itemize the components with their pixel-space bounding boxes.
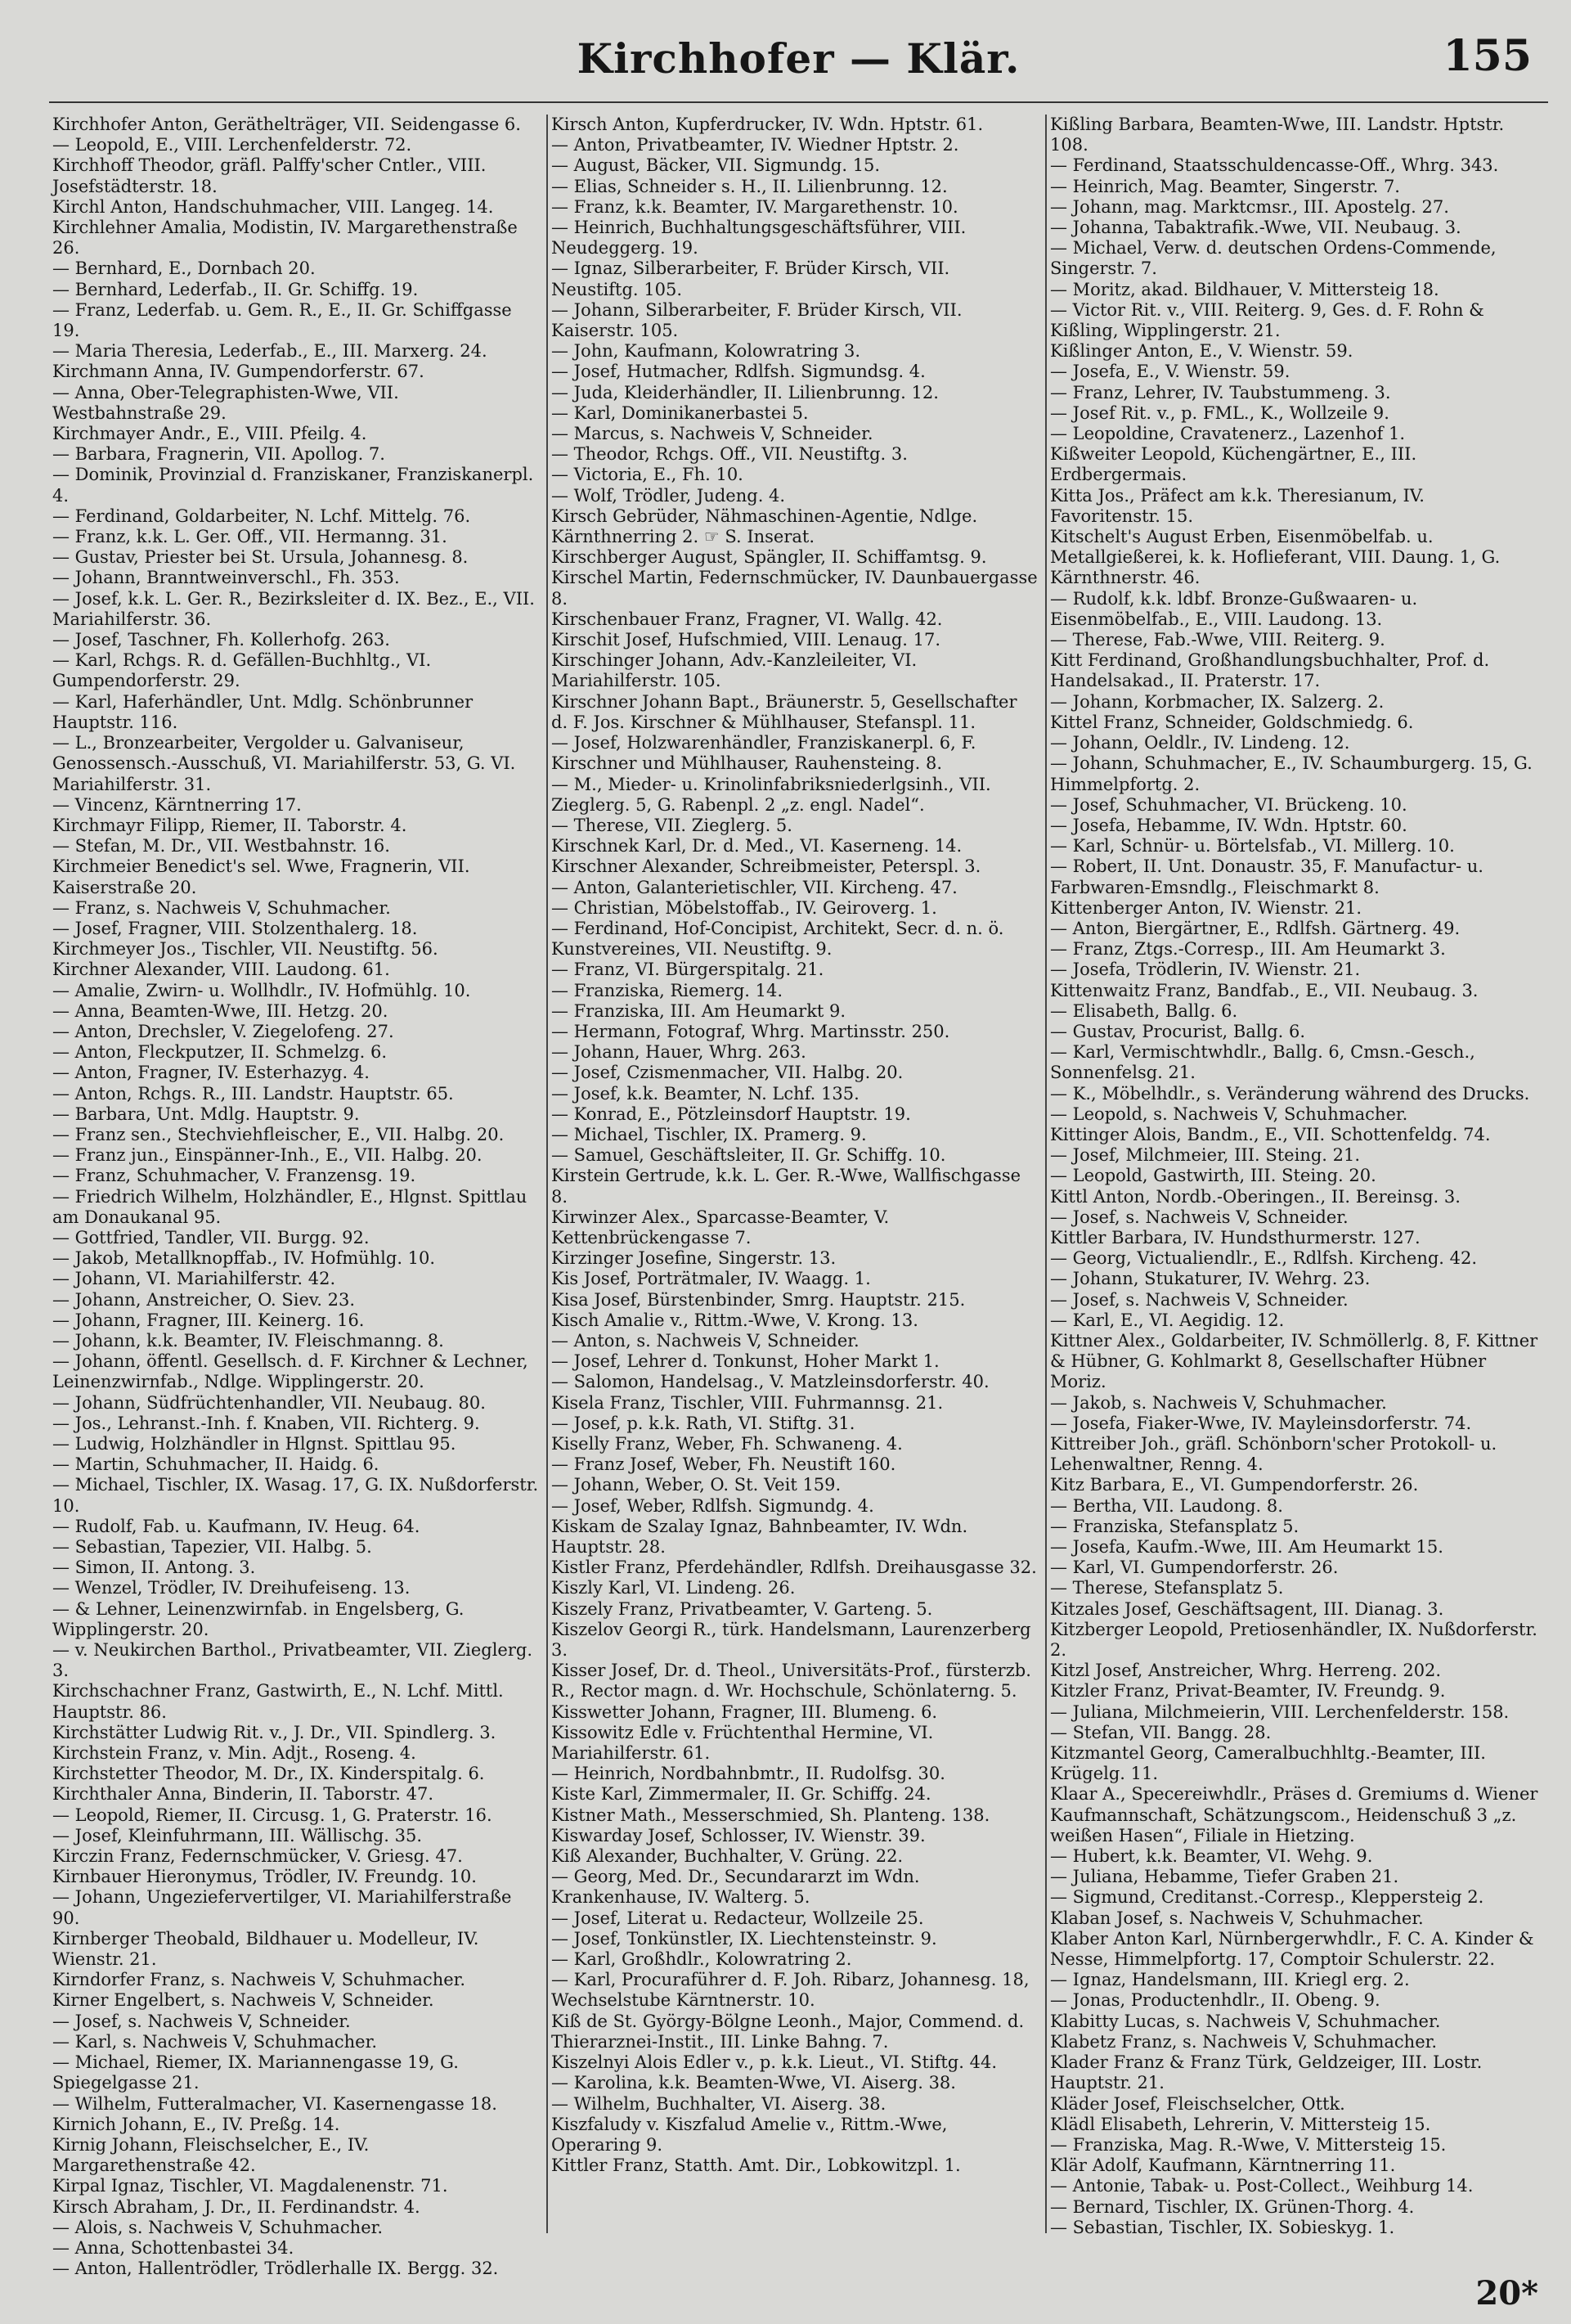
- directory-entry: — Samuel, Geschäftsleiter, II. Gr. Schiffg. 10.: [551, 1145, 946, 1166]
- directory-entry: Kittreiber Joh., gräfl. Schönborn'scher Protokoll- u. Lehenwaltner, Renng. 4.: [1050, 1434, 1497, 1475]
- directory-entry: — Therese, VII. Zieglerg. 5.: [551, 815, 792, 835]
- directory-entry: — Josef, Taschner, Fh. Kollerhofg. 263.: [52, 630, 390, 650]
- directory-entry: — Moritz, akad. Bildhauer, V. Mittersteig 18.: [1050, 279, 1439, 299]
- directory-entry: — Josef, Schuhmacher, VI. Brückeng. 10.: [1050, 794, 1407, 815]
- directory-entry: — Wilhelm, Buchhalter, VI. Aiserg. 38.: [551, 2093, 886, 2114]
- directory-entry: — Michael, Tischler, IX. Wasag. 17, G. IX. Nußdorferstr. 10.: [52, 1475, 539, 1516]
- directory-entry: — Franz, k.k. Beamter, IV. Margarethenstr. 10.: [551, 196, 958, 217]
- directory-entry: Klär Adolf, Kaufmann, Kärntnerring 11.: [1050, 2155, 1396, 2176]
- directory-entry: Klabitty Lucas, s. Nachweis V, Schuhmacher.: [1050, 2011, 1441, 2031]
- directory-entry: — Johann, Korbmacher, IX. Salzerg. 2.: [1050, 691, 1385, 712]
- directory-entry: — Therese, Fab.-Wwe, VIII. Reiterg. 9.: [1050, 630, 1385, 650]
- directory-entry: Kirschinger Johann, Adv.-Kanzleileiter, VI. Mariahilferstr. 105.: [551, 650, 918, 691]
- printer-signature: 20*: [1475, 2274, 1538, 2313]
- directory-entry: Kitt Ferdinand, Großhandlungsbuchhalter, Prof. d. Handelsakad., II. Praterstr. 17.: [1050, 650, 1490, 691]
- directory-entry: — Josef, Literat u. Redacteur, Wollzeile 25.: [551, 1908, 924, 1928]
- directory-entry: — Karl, Procuraführer d. F. Joh. Ribarz, Johannesg. 18, Wechselstube Kärntnerstr. 10.: [551, 1970, 1030, 2011]
- directory-entry: — Stefan, VII. Bangg. 28.: [1050, 1722, 1272, 1742]
- directory-entry: — Bernard, Tischler, IX. Grünen-Thorg. 4.: [1050, 2196, 1415, 2217]
- directory-entry: — August, Bäcker, VII. Sigmundg. 15.: [551, 155, 881, 176]
- directory-entry: — Ferdinand, Hof-Concipist, Architekt, Secr. d. n. ö. Kunstvereines, VII. Neustiftg. 9.: [551, 918, 1004, 960]
- directory-entry: — Gustav, Procurist, Ballg. 6.: [1050, 1021, 1306, 1041]
- directory-entry: — Josefa, Kaufm.-Wwe, III. Am Heumarkt 15.: [1050, 1537, 1443, 1558]
- directory-entry: — Johann, Stukaturer, IV. Wehrg. 23.: [1050, 1269, 1371, 1289]
- directory-entry: — Leopold, E., VIII. Lerchenfelderstr. 72.: [52, 135, 412, 155]
- directory-entry: — Sebastian, Tischler, IX. Sobieskyg. 1.: [1050, 2217, 1395, 2237]
- directory-entry: — Heinrich, Buchhaltungsgeschäftsführer, VIII. Neudeggerg. 19.: [551, 218, 967, 258]
- directory-entry: Kiselly Franz, Weber, Fh. Schwaneng. 4.: [551, 1434, 903, 1454]
- directory-entry: — Franz, Ztgs.-Corresp., III. Am Heumarkt 3.: [1050, 939, 1446, 960]
- directory-entry: — Victoria, E., Fh. 10.: [551, 465, 743, 485]
- directory-entry: — Elisabeth, Ballg. 6.: [1050, 1000, 1238, 1021]
- directory-entry: — Heinrich, Nordbahnbmtr., II. Rudolfsg. 30.: [551, 1764, 945, 1784]
- directory-entry: Kirchmeier Benedict's sel. Wwe, Fragnerin, VII. Kaiserstraße 20.: [52, 856, 470, 897]
- directory-entry: — Johann, VI. Mariahilferstr. 42.: [52, 1269, 336, 1289]
- directory-entry: — Amalie, Zwirn- u. Wollhdlr., IV. Hofmühlg. 10.: [52, 980, 471, 1000]
- directory-entry: Kittler Barbara, IV. Hundsthurmerstr. 127.: [1050, 1227, 1421, 1247]
- directory-entry: Klaar A., Specereiwhdlr., Präses d. Gremiums d. Wiener Kaufmannschaft, Schätzungscom., Heidenschuß 3 „z. weißen Hasen“, Filiale in Hietzing.: [1050, 1784, 1538, 1845]
- directory-entry: Kirchmann Anna, IV. Gumpendorferstr. 67.: [52, 362, 424, 382]
- directory-entry: — Josefa, E., V. Wienstr. 59.: [1050, 362, 1290, 382]
- directory-entry: Kisela Franz, Tischler, VIII. Fuhrmannsg. 21.: [551, 1392, 944, 1413]
- directory-entry: Kiszelov Georgi R., türk. Handelsmann, Laurenzerberg 3.: [551, 1619, 1031, 1661]
- directory-entry: — Martin, Schuhmacher, II. Haidg. 6.: [52, 1454, 379, 1475]
- directory-entry: Kirnich Johann, E., IV. Preßg. 14.: [52, 2114, 340, 2134]
- directory-entry: — Johann, Silberarbeiter, F. Brüder Kirsch, VII. Kaiserstr. 105.: [551, 299, 963, 341]
- directory-entry: Kittner Alex., Goldarbeiter, IV. Schmöllerlg. 8, F. Kittner & Hübner, G. Kohlmarkt 8, Gesellschafter Hübner Moriz.: [1050, 1330, 1538, 1392]
- directory-entry: — Franziska, III. Am Heumarkt 9.: [551, 1000, 846, 1021]
- directory-entry: Kisser Josef, Dr. d. Theol., Universitäts-Prof., fürsterzb. R., Rector magn. d. Wr. Hochschule, Schönlaterng. 5.: [551, 1661, 1031, 1701]
- directory-entry: — Johann, Oeldlr., IV. Lindeng. 12.: [1050, 733, 1350, 753]
- directory-entry: — Theodor, Rchgs. Off., VII. Neustiftg. 3.: [551, 444, 908, 465]
- directory-entry: — Christian, Möbelstoffab., IV. Geiroverg. 1.: [551, 897, 937, 918]
- directory-entry: — Karl, Vermischtwhdlr., Ballg. 6, Cmsn.-Gesch., Sonnenfelsg. 21.: [1050, 1042, 1475, 1083]
- directory-entry: — Josef, Hutmacher, Rdlfsh. Sigmundsg. 4.: [551, 362, 926, 382]
- directory-entry: Kissowitz Edle v. Früchtenthal Hermine, VI. Mariahilferstr. 61.: [551, 1722, 934, 1764]
- page-header: [49, 20, 1548, 103]
- directory-entry: Kirchschachner Franz, Gastwirth, E., N. Lchf. Mittl. Hauptstr. 86.: [52, 1681, 504, 1722]
- column-middle: [548, 115, 1047, 2233]
- directory-entry: — Rudolf, k.k. ldbf. Bronze-Gußwaaren- u. Eisenmöbelfab., E., VIII. Laudong. 13.: [1050, 588, 1418, 629]
- directory-entry: — Josefa, Fiaker-Wwe, IV. Mayleinsdorferstr. 74.: [1050, 1413, 1472, 1433]
- directory-entry: — Stefan, M. Dr., VII. Westbahnstr. 16.: [52, 836, 390, 856]
- directory-entry: — Hermann, Fotograf, Whrg. Martinsstr. 250.: [551, 1021, 950, 1041]
- directory-entry: Kißlinger Anton, E., V. Wienstr. 59.: [1050, 341, 1353, 362]
- directory-entry: — Anton, Privatbeamter, IV. Wiedner Hptstr. 2.: [551, 135, 959, 155]
- directory-entry: — Karl, Schnür- u. Börtelsfab., VI. Millerg. 10.: [1050, 836, 1455, 856]
- directory-entry: — Karl, E., VI. Aegidig. 12.: [1050, 1310, 1285, 1330]
- directory-entry: — Juliana, Hebamme, Tiefer Graben 21.: [1050, 1867, 1399, 1887]
- directory-entry: — Victor Rit. v., VIII. Reiterg. 9, Ges. d. F. Rohn & Kißling, Wipplingerstr. 21.: [1050, 299, 1484, 341]
- directory-entry: — Ignaz, Handelsmann, III. Kriegl erg. 2.: [1050, 1970, 1410, 1990]
- directory-entry: — Franz sen., Stechviehfleischer, E., VII. Halbg. 20.: [52, 1124, 505, 1144]
- directory-entry: — Wenzel, Trödler, IV. Dreihufeiseng. 13.: [52, 1578, 411, 1598]
- directory-entry: — Josef, Tonkünstler, IX. Liechtensteinstr. 9.: [551, 1928, 937, 1949]
- directory-entry: — Franz, Schuhmacher, V. Franzensg. 19.: [52, 1166, 416, 1186]
- directory-entry: — Wolf, Trödler, Judeng. 4.: [551, 485, 786, 506]
- directory-entry: Kirschel Martin, Federnschmücker, IV. Daunbauergasse 8.: [551, 568, 1038, 609]
- directory-entry: — v. Neukirchen Barthol., Privatbeamter, VII. Zieglerg. 3.: [52, 1640, 533, 1681]
- directory-entry: Kirsch Gebrüder, Nähmaschinen-Agentie, Ndlge. Kärnthnerring 2. ☞ S. Inserat.: [551, 506, 978, 547]
- directory-entry: Kitzler Franz, Privat-Beamter, IV. Freundg. 9.: [1050, 1681, 1446, 1701]
- directory-entry: — Johann, Ungeziefervertilger, VI. Mariahilferstraße 90.: [52, 1887, 512, 1928]
- directory-entry: Kittl Anton, Nordb.-Oberingen., II. Bereinsg. 3.: [1050, 1186, 1461, 1207]
- directory-entry: Klader Franz & Franz Türk, Geldzeiger, III. Lostr. Hauptstr. 21.: [1050, 2052, 1483, 2093]
- directory-entry: Kisch Amalie v., Rittm.-Wwe, V. Krong. 13.: [551, 1310, 918, 1330]
- directory-entry: Kirchstein Franz, v. Min. Adjt., Roseng. 4.: [52, 1743, 416, 1764]
- directory-entry: — Jos., Lehranst.-Inh. f. Knaben, VII. Richterg. 9.: [52, 1413, 480, 1433]
- directory-entry: Kiß de St. György-Bölgne Leonh., Major, Commend. d. Thierarznei-Instit., III. Linke Bahng. 7.: [551, 2011, 1025, 2052]
- directory-entry: — Franz, s. Nachweis V, Schuhmacher.: [52, 897, 391, 918]
- directory-entry: — Franz, Lehrer, IV. Taubstummeng. 3.: [1050, 382, 1391, 402]
- directory-entry: — Johann, Anstreicher, O. Siev. 23.: [52, 1289, 356, 1310]
- directory-entry: — Josef, p. k.k. Rath, VI. Stiftg. 31.: [551, 1413, 855, 1433]
- directory-entry: — Anna, Schottenbastei 34.: [52, 2237, 294, 2258]
- directory-entry: Kirchmeyer Jos., Tischler, VII. Neustiftg. 56.: [52, 939, 438, 960]
- directory-entry: — Gottfried, Tandler, VII. Burgg. 92.: [52, 1227, 370, 1247]
- directory-entry: — Anton, s. Nachweis V, Schneider.: [551, 1330, 860, 1351]
- directory-entry: — Wilhelm, Futteralmacher, VI. Kasernengasse 18.: [52, 2093, 497, 2114]
- directory-entry: — Ignaz, Silberarbeiter, F. Brüder Kirsch, VII. Neustiftg. 105.: [551, 258, 950, 299]
- page-number: 155: [1443, 31, 1532, 81]
- directory-entry: — Josef Rit. v., p. FML., K., Wollzeile 9.: [1050, 402, 1389, 423]
- directory-entry: Kißling Barbara, Beamten-Wwe, III. Landstr. Hptstr. 108.: [1050, 115, 1505, 155]
- directory-entry: — Leopold, Gastwirth, III. Steing. 20.: [1050, 1166, 1376, 1186]
- directory-entry: Kirchlehner Amalia, Modistin, IV. Margarethenstraße 26.: [52, 218, 518, 258]
- directory-entry: — Karl, Dominikanerbastei 5.: [551, 402, 809, 423]
- directory-entry: — Juliana, Milchmeierin, VIII. Lerchenfelderstr. 158.: [1050, 1701, 1510, 1722]
- directory-entry: — Johann, Hauer, Whrg. 263.: [551, 1042, 806, 1063]
- directory-entry: Kiste Karl, Zimmermaler, II. Gr. Schiffg. 24.: [551, 1784, 931, 1805]
- directory-entry: Kirchhofer Anton, Geräthelträger, VII. Seidengasse 6.: [52, 115, 521, 134]
- directory-entry: Kittinger Alois, Bandm., E., VII. Schottenfeldg. 74.: [1050, 1124, 1491, 1144]
- directory-entry: — Simon, II. Antong. 3.: [52, 1558, 256, 1578]
- directory-entry: Kirchhoff Theodor, gräfl. Palffy'scher Cntler., VIII. Josefstädterstr. 18.: [52, 155, 487, 196]
- directory-entry: — Georg, Med. Dr., Secundararzt im Wdn. Krankenhause, IV. Walterg. 5.: [551, 1867, 920, 1908]
- directory-entry: — Ferdinand, Staatsschuldencasse-Off., Whrg. 343.: [1050, 155, 1499, 176]
- directory-entry: — Josef, s. Nachweis V, Schneider.: [1050, 1207, 1349, 1227]
- directory-entry: Kirschnek Karl, Dr. d. Med., VI. Kaserneng. 14.: [551, 836, 963, 856]
- directory-entry: — Anton, Hallentrödler, Trödlerhalle IX. Bergg. 32.: [52, 2259, 499, 2279]
- column-right: [1047, 115, 1546, 2237]
- directory-entry: — Johanna, Tabaktrafik.-Wwe, VII. Neubaug. 3.: [1050, 218, 1461, 238]
- directory-entry: — Josef, Weber, Rdlfsh. Sigmundg. 4.: [551, 1495, 874, 1516]
- directory-entry: Kirschit Josef, Hufschmied, VIII. Lenaug. 17.: [551, 630, 941, 650]
- directory-entry: Kitzl Josef, Anstreicher, Whrg. Herreng. 202.: [1050, 1661, 1442, 1681]
- directory-entry: — Elias, Schneider s. H., II. Lilienbrunng. 12.: [551, 176, 948, 196]
- directory-entry: Kirnbauer Hieronymus, Trödler, IV. Freundg. 10.: [52, 1867, 477, 1887]
- directory-entry: Kirner Engelbert, s. Nachweis V, Schneider.: [52, 1990, 434, 2011]
- directory-entry: — Michael, Verw. d. deutschen Ordens-Commende, Singerstr. 7.: [1050, 238, 1497, 279]
- directory-entry: Kirschner Alexander, Schreibmeister, Peterspl. 3.: [551, 856, 981, 877]
- directory-entry: Kittler Franz, Statth. Amt. Dir., Lobkowitzpl. 1.: [551, 2155, 961, 2176]
- directory-entry: — Franz jun., Einspänner-Inh., E., VII. Halbg. 20.: [52, 1145, 483, 1166]
- directory-entry: — Barbara, Unt. Mdlg. Hauptstr. 9.: [52, 1104, 360, 1124]
- directory-entry: — Franz Josef, Weber, Fh. Neustift 160.: [551, 1454, 896, 1475]
- directory-entry: — Josef, k.k. L. Ger. R., Bezirksleiter d. IX. Bez., E., VII. Mariahilferstr. 36.: [52, 588, 535, 629]
- directory-entry: — Bernhard, Lederfab., II. Gr. Schiffg. 19.: [52, 279, 419, 299]
- directory-entry: — Jakob, s. Nachweis V, Schuhmacher.: [1050, 1392, 1387, 1413]
- directory-entry: — Josef, Kleinfuhrmann, III. Wällischg. 35.: [52, 1825, 423, 1845]
- directory-entry: Kitzberger Leopold, Pretiosenhändler, IX. Nußdorferstr. 2.: [1050, 1619, 1537, 1661]
- directory-entry: — Heinrich, Mag. Beamter, Singerstr. 7.: [1050, 176, 1400, 196]
- directory-entry: — Franz, Lederfab. u. Gem. R., E., II. Gr. Schiffgasse 19.: [52, 299, 512, 341]
- directory-entry: — Josef, Milchmeier, III. Steing. 21.: [1050, 1145, 1361, 1166]
- directory-entry: Kirchl Anton, Handschuhmacher, VIII. Langeg. 14.: [52, 196, 494, 217]
- page-title: Kirchhofer — Klär.: [577, 34, 1021, 83]
- directory-entry: — Josefa, Hebamme, IV. Wdn. Hptstr. 60.: [1050, 815, 1407, 835]
- directory-entry: — Franziska, Riemerg. 14.: [551, 980, 783, 1000]
- directory-entry: Klaber Anton Karl, Nürnbergerwhdlr., F. C. A. Kinder & Nesse, Himmelpfortg. 17, Comptoir Schulerstr. 22.: [1050, 1928, 1534, 1970]
- directory-entry: — & Lehner, Leinenzwirnfab. in Engelsberg, G. Wipplingerstr. 20.: [52, 1598, 465, 1639]
- directory-entry: Kirsch Anton, Kupferdrucker, IV. Wdn. Hptstr. 61.: [551, 115, 984, 134]
- directory-entry: — Anna, Beamten-Wwe, III. Hetzg. 20.: [52, 1000, 388, 1021]
- directory-entry: — Jonas, Productenhdlr., II. Obeng. 9.: [1050, 1990, 1380, 2011]
- directory-entry: — John, Kaufmann, Kolowratring 3.: [551, 341, 861, 362]
- directory-entry: Kirschenbauer Franz, Fragner, VI. Wallg. 42.: [551, 609, 943, 629]
- directory-entry: Kiskam de Szalay Ignaz, Bahnbeamter, IV. Wdn. Hauptstr. 28.: [551, 1516, 968, 1558]
- directory-entry: Kirczin Franz, Federnschmücker, V. Griesg. 47.: [52, 1846, 463, 1867]
- directory-entry: — Karl, Großhdlr., Kolowratring 2.: [551, 1949, 852, 1970]
- directory-entry: Kittenberger Anton, IV. Wienstr. 21.: [1050, 897, 1362, 918]
- directory-entry: — Alois, s. Nachweis V, Schuhmacher.: [52, 2217, 384, 2237]
- directory-entry: — Anton, Rchgs. R., III. Landstr. Hauptstr. 65.: [52, 1083, 454, 1104]
- directory-entry: — Johann, öffentl. Gesellsch. d. F. Kirchner & Lechner, Leinenzwirnfab., Ndlge. Wipplingerstr. 20.: [52, 1351, 528, 1392]
- directory-entry: — Anton, Biergärtner, E., Rdlfsh. Gärtnerg. 49.: [1050, 918, 1461, 938]
- directory-entry: — Karl, s. Nachweis V, Schuhmacher.: [52, 2031, 377, 2052]
- directory-entry: — Karl, Haferhändler, Unt. Mdlg. Schönbrunner Hauptstr. 116.: [52, 691, 474, 732]
- directory-entry: — Hubert, k.k. Beamter, VI. Wehg. 9.: [1050, 1846, 1373, 1867]
- directory-entry: — Karl, VI. Gumpendorferstr. 26.: [1050, 1558, 1339, 1578]
- directory-entry: Kitschelt's August Erben, Eisenmöbelfab. u. Metallgießerei, k. k. Hoflieferant, VIII. Daung. 1, G. Kärnthnerstr. 46.: [1050, 527, 1501, 588]
- directory-entry: — Karolina, k.k. Beamten-Wwe, VI. Aiserg. 38.: [551, 2073, 956, 2093]
- directory-entry: Kiß Alexander, Buchhalter, V. Grüng. 22.: [551, 1846, 904, 1867]
- directory-entry: Kisa Josef, Bürstenbinder, Smrg. Hauptstr. 215.: [551, 1289, 966, 1310]
- directory-entry: — K., Möbelhdlr., s. Veränderung während des Drucks.: [1050, 1083, 1530, 1104]
- directory-entry: — Ferdinand, Goldarbeiter, N. Lchf. Mittelg. 76.: [52, 506, 471, 526]
- directory-entry: — Georg, Victualiendlr., E., Rdlfsh. Kircheng. 42.: [1050, 1248, 1478, 1269]
- directory-entry: — Johann, mag. Marktcmsr., III. Apostelg. 27.: [1050, 196, 1449, 217]
- directory-entry: Kittenwaitz Franz, Bandfab., E., VII. Neubaug. 3.: [1050, 980, 1479, 1000]
- directory-entry: — Franz, k.k. L. Ger. Off., VII. Hermanng. 31.: [52, 527, 447, 547]
- directory-entry: Kirndorfer Franz, s. Nachweis V, Schuhmacher.: [52, 1970, 466, 1990]
- directory-entry: Kirpal Ignaz, Tischler, VI. Magdalenenstr. 71.: [52, 2176, 448, 2196]
- directory-entry: Kirnig Johann, Fleischselcher, E., IV. Margarethenstraße 42.: [52, 2134, 370, 2176]
- directory-entry: — Jakob, Metallknopffab., IV. Hofmühlg. 10.: [52, 1248, 436, 1269]
- directory-entry: Kiszelnyi Alois Edler v., p. k.k. Lieut., VI. Stiftg. 44.: [551, 2052, 997, 2073]
- directory-entry: — Dominik, Provinzial d. Franziskaner, Franziskanerpl. 4.: [52, 465, 534, 506]
- directory-entry: Kirchner Alexander, VIII. Laudong. 61.: [52, 960, 390, 980]
- directory-entry: Kirwinzer Alex., Sparcasse-Beamter, V. Kettenbrückengasse 7.: [551, 1207, 890, 1247]
- directory-entry: — Leopoldine, Cravatenerz., Lazenhof 1.: [1050, 424, 1406, 444]
- directory-entry: Kirchthaler Anna, Binderin, II. Taborstr. 47.: [52, 1784, 433, 1805]
- directory-entry: Kirschner Johann Bapt., Bräunerstr. 5, Gesellschafter d. F. Jos. Kirschner & Mühlhauser, Stefanspl. 11.: [551, 691, 1017, 732]
- directory-entry: Kitz Barbara, E., VI. Gumpendorferstr. 26.: [1050, 1475, 1419, 1495]
- directory-entry: — Johann, Weber, O. St. Veit 159.: [551, 1475, 842, 1495]
- directory-entry: — Antonie, Tabak- u. Post-Collect., Weihburg 14.: [1050, 2176, 1474, 2196]
- directory-entry: — Johann, Südfrüchtenhandler, VII. Neubaug. 80.: [52, 1392, 486, 1413]
- directory-entry: Klaban Josef, s. Nachweis V, Schuhmacher.: [1050, 1908, 1424, 1928]
- directory-entry: — Gustav, Priester bei St. Ursula, Johannesg. 8.: [52, 547, 469, 568]
- directory-entry: Kiszly Karl, VI. Lindeng. 26.: [551, 1578, 796, 1598]
- directory-entry: Kistner Math., Messerschmied, Sh. Planteng. 138.: [551, 1805, 990, 1825]
- directory-entry: — Ludwig, Holzhändler in Hlgnst. Spittlau 95.: [52, 1434, 456, 1454]
- directory-entry: — Karl, Rchgs. R. d. Gefällen-Buchhltg., VI. Gumpendorferstr. 29.: [52, 650, 432, 691]
- directory-entry: — M., Mieder- u. Krinolinfabriksniederlgsinh., VII. Zieglerg. 5, G. Rabenpl. 2 „z. engl. Nadel“.: [551, 774, 991, 815]
- directory-entry: — Marcus, s. Nachweis V, Schneider.: [551, 424, 873, 444]
- column-left: [49, 115, 548, 2279]
- directory-entry: — Franziska, Stefansplatz 5.: [1050, 1516, 1299, 1536]
- directory-entry: Kirschberger August, Spängler, II. Schiffamtsg. 9.: [551, 547, 987, 568]
- directory-entry: Kiszely Franz, Privatbeamter, V. Garteng. 5.: [551, 1598, 933, 1619]
- directory-entry: Kirchmayer Andr., E., VIII. Pfeilg. 4.: [52, 424, 367, 444]
- directory-entry: — Leopold, Riemer, II. Circusg. 1, G. Praterstr. 16.: [52, 1805, 492, 1825]
- directory-entry: — Josef, Czismenmacher, VII. Halbg. 20.: [551, 1063, 904, 1083]
- directory-entry: — Sigmund, Creditanst.-Corresp., Kleppersteig 2.: [1050, 1887, 1484, 1908]
- directory-entry: — Josefa, Trödlerin, IV. Wienstr. 21.: [1050, 960, 1361, 980]
- directory-entry: — Anton, Fleckputzer, II. Schmelzg. 6.: [52, 1042, 388, 1063]
- directory-entry: — Josef, s. Nachweis V, Schneider.: [1050, 1289, 1349, 1310]
- directory-entry: Kitzales Josef, Geschäftsagent, III. Dianag. 3.: [1050, 1598, 1444, 1619]
- directory-entry: Kitta Jos., Präfect am k.k. Theresianum, IV. Favoritenstr. 15.: [1050, 485, 1425, 526]
- directory-entry: Kisswetter Johann, Fragner, III. Blumeng. 6.: [551, 1701, 938, 1722]
- directory-entry: Kiswarday Josef, Schlosser, IV. Wienstr. 39.: [551, 1825, 926, 1845]
- directory-entry: — Juda, Kleiderhändler, II. Lilienbrunng. 12.: [551, 382, 939, 402]
- directory-entry: Kirstein Gertrude, k.k. L. Ger. R.-Wwe, Wallfischgasse 8.: [551, 1166, 1021, 1207]
- directory-entry: — Franziska, Mag. R.-Wwe, V. Mittersteig 15.: [1050, 2134, 1447, 2155]
- directory-entry: — Franz, VI. Bürgerspitalg. 21.: [551, 960, 824, 980]
- directory-entry: — Josef, Holzwarenhändler, Franziskanerpl. 6, F. Kirschner und Mühlhauser, Rauhensteing. 8.: [551, 733, 976, 774]
- directory-entry: Klabetz Franz, s. Nachweis V, Schuhmacher.: [1050, 2031, 1438, 2052]
- directory-entry: — Leopold, s. Nachweis V, Schuhmacher.: [1050, 1104, 1408, 1124]
- directory-columns: [49, 115, 1548, 2279]
- directory-entry: Kirnberger Theobald, Bildhauer u. Modelleur, IV. Wienstr. 21.: [52, 1928, 479, 1970]
- directory-entry: — Johann, Schuhmacher, E., IV. Schaumburgerg. 15, G. Himmelpfortg. 2.: [1050, 753, 1533, 794]
- directory-entry: — Michael, Tischler, IX. Pramerg. 9.: [551, 1124, 867, 1144]
- directory-entry: — Johann, k.k. Beamter, IV. Fleischmanng. 8.: [52, 1330, 444, 1351]
- directory-entry: — Barbara, Fragnerin, VII. Apollog. 7.: [52, 444, 385, 465]
- directory-entry: — Salomon, Handelsag., V. Matzleinsdorferstr. 40.: [551, 1372, 990, 1392]
- directory-entry: — Michael, Riemer, IX. Mariannengasse 19, G. Spiegelgasse 21.: [52, 2052, 459, 2093]
- directory-entry: — Josef, Fragner, VIII. Stolzenthalerg. 18.: [52, 918, 418, 938]
- directory-entry: Kirchstetter Theodor, M. Dr., IX. Kinderspitalg. 6.: [52, 1764, 485, 1784]
- directory-entry: Klädl Elisabeth, Lehrerin, V. Mittersteig 15.: [1050, 2114, 1431, 2134]
- directory-entry: — Josef, Lehrer d. Tonkunst, Hoher Markt 1.: [551, 1351, 940, 1372]
- directory-entry: — L., Bronzearbeiter, Vergolder u. Galvaniseur, Genossensch.-Ausschuß, VI. Mariahilferstr. 53, G. VI. Mariahilferstr. 31.: [52, 733, 516, 794]
- directory-entry: Kittel Franz, Schneider, Goldschmiedg. 6.: [1050, 712, 1414, 732]
- directory-entry: — Bertha, VII. Laudong. 8.: [1050, 1495, 1283, 1516]
- directory-entry: — Josef, k.k. Beamter, N. Lchf. 135.: [551, 1083, 860, 1104]
- directory-entry: Kirzinger Josefine, Singerstr. 13.: [551, 1248, 837, 1269]
- directory-entry: Kistler Franz, Pferdehändler, Rdlfsh. Dreihausgasse 32.: [551, 1558, 1037, 1578]
- directory-entry: Kis Josef, Porträtmaler, IV. Waagg. 1.: [551, 1269, 871, 1289]
- directory-entry: — Bernhard, E., Dornbach 20.: [52, 258, 316, 279]
- directory-entry: Kirchmayr Filipp, Riemer, II. Taborstr. 4.: [52, 815, 407, 835]
- directory-entry: — Robert, II. Unt. Donaustr. 35, F. Manufactur- u. Farbwaren-Emsndlg., Fleischmarkt 8.: [1050, 856, 1483, 897]
- directory-entry: — Johann, Fragner, III. Keinerg. 16.: [52, 1310, 365, 1330]
- directory-entry: — Anton, Galanterietischler, VII. Kircheng. 47.: [551, 877, 958, 897]
- directory-entry: Kißweiter Leopold, Küchengärtner, E., III. Erdbergermais.: [1050, 444, 1417, 485]
- directory-entry: — Josef, s. Nachweis V, Schneider.: [52, 2011, 351, 2031]
- directory-entry: Kitzmantel Georg, Cameralbuchhltg.-Beamter, III. Krügelg. 11.: [1050, 1743, 1486, 1784]
- directory-entry: — Konrad, E., Pötzleinsdorf Hauptstr. 19.: [551, 1104, 911, 1124]
- directory-entry: — Anton, Fragner, IV. Esterhazyg. 4.: [52, 1063, 370, 1083]
- directory-entry: Kirchstätter Ludwig Rit. v., J. Dr., VII. Spindlerg. 3.: [52, 1722, 496, 1742]
- directory-entry: — Anton, Drechsler, V. Ziegelofeng. 27.: [52, 1021, 394, 1041]
- directory-entry: — Johann, Branntweinverschl., Fh. 353.: [52, 568, 400, 588]
- directory-entry: — Therese, Stefansplatz 5.: [1050, 1578, 1284, 1598]
- directory-entry: Kiszfaludy v. Kiszfalud Amelie v., Rittm.-Wwe, Operaring 9.: [551, 2114, 948, 2155]
- directory-entry: — Rudolf, Fab. u. Kaufmann, IV. Heug. 64.: [52, 1516, 420, 1536]
- directory-entry: — Vincenz, Kärntnerring 17.: [52, 794, 302, 815]
- directory-entry: Kläder Josef, Fleischselcher, Ottk.: [1050, 2093, 1345, 2114]
- directory-entry: — Sebastian, Tapezier, VII. Halbg. 5.: [52, 1537, 372, 1558]
- directory-entry: — Anna, Ober-Telegraphisten-Wwe, VII. Westbahnstraße 29.: [52, 382, 399, 423]
- directory-entry: Kirsch Abraham, J. Dr., II. Ferdinandstr. 4.: [52, 2196, 420, 2217]
- directory-entry: — Maria Theresia, Lederfab., E., III. Marxerg. 24.: [52, 341, 487, 362]
- directory-entry: — Friedrich Wilhelm, Holzhändler, E., Hlgnst. Spittlau am Donaukanal 95.: [52, 1186, 527, 1227]
